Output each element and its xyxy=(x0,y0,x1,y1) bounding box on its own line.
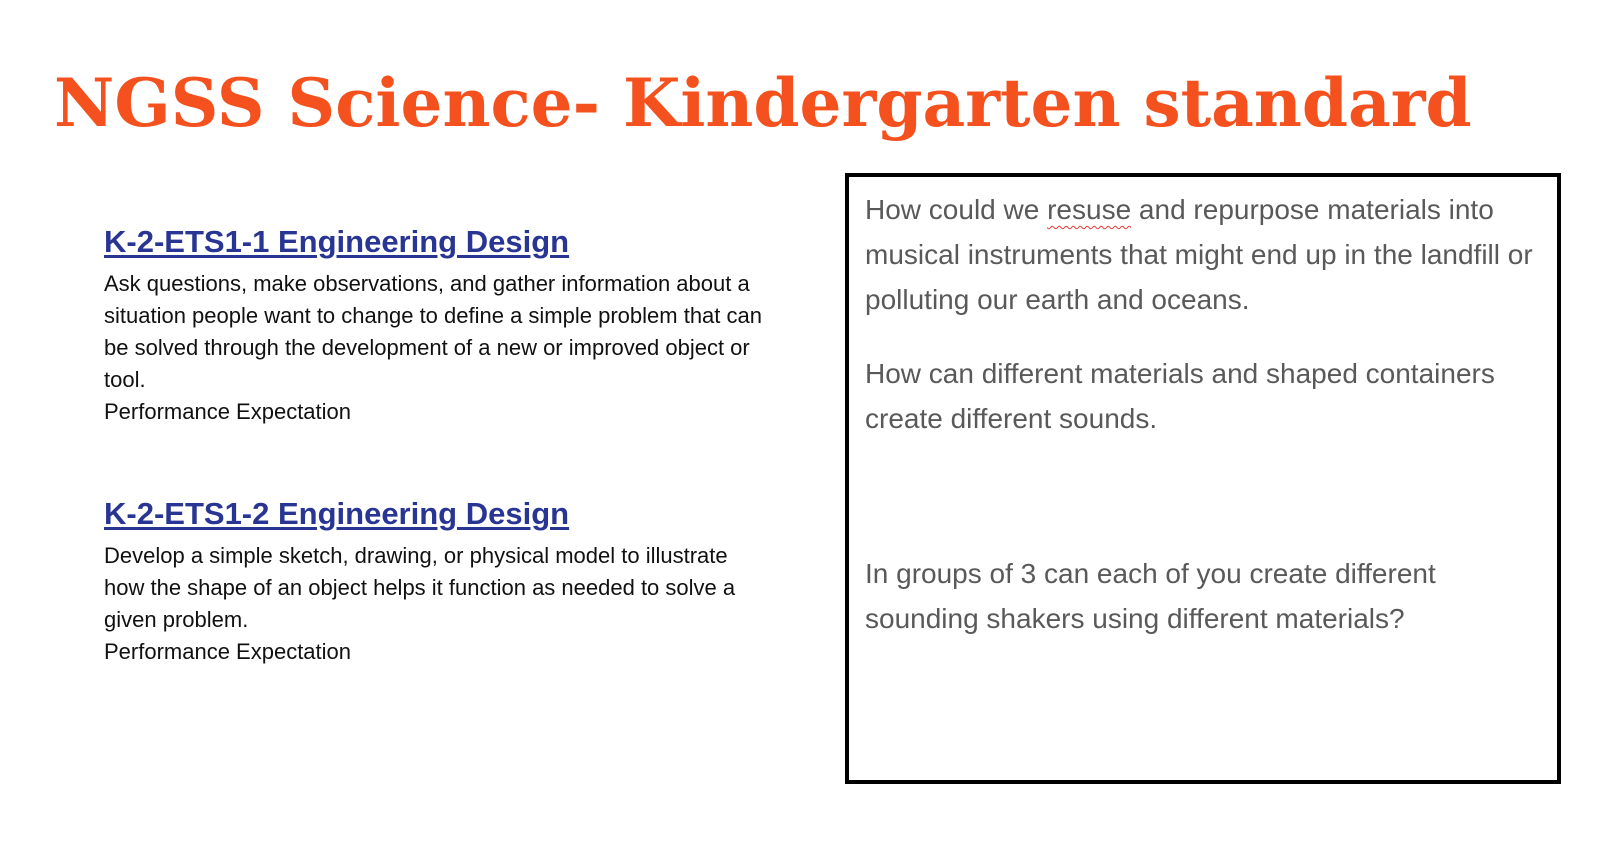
question-shakers: In groups of 3 can each of you create different sounding shakers using different materials? xyxy=(865,558,1436,634)
standard-type-label: Performance Expectation xyxy=(104,399,352,424)
standard-block xyxy=(104,222,764,428)
standard-link-ets1-2[interactable]: K-2-ETS1-2 Engineering Design xyxy=(104,496,570,531)
question-text: and repurpose materials into musical instruments that might end up in the landfill or polluting our earth and oceans. xyxy=(865,194,1533,315)
question-sounds: How can different materials and shaped containers create different sounds. xyxy=(865,358,1495,434)
page-title: NGSS Science- Kindergarten standard xyxy=(54,64,1472,142)
standard-description: Develop a simple sketch, drawing, or physical model to illustrate how the shape of an object helps it function as needed to solve a given problem. xyxy=(104,543,736,632)
standard-description: Ask questions, make observations, and gather information about a situation people want to change to define a simple problem that can be solved through the development of a new or improved object or tool. xyxy=(104,271,762,392)
misspelled-word: resuse xyxy=(1047,194,1132,225)
standard-block xyxy=(104,494,764,668)
standard-link-ets1-1[interactable]: K-2-ETS1-1 Engineering Design xyxy=(104,224,570,259)
questions-box xyxy=(845,173,1561,784)
question-text: How could we xyxy=(865,194,1048,225)
question-reuse xyxy=(865,187,1545,322)
standard-type-label: Performance Expectation xyxy=(104,639,352,664)
